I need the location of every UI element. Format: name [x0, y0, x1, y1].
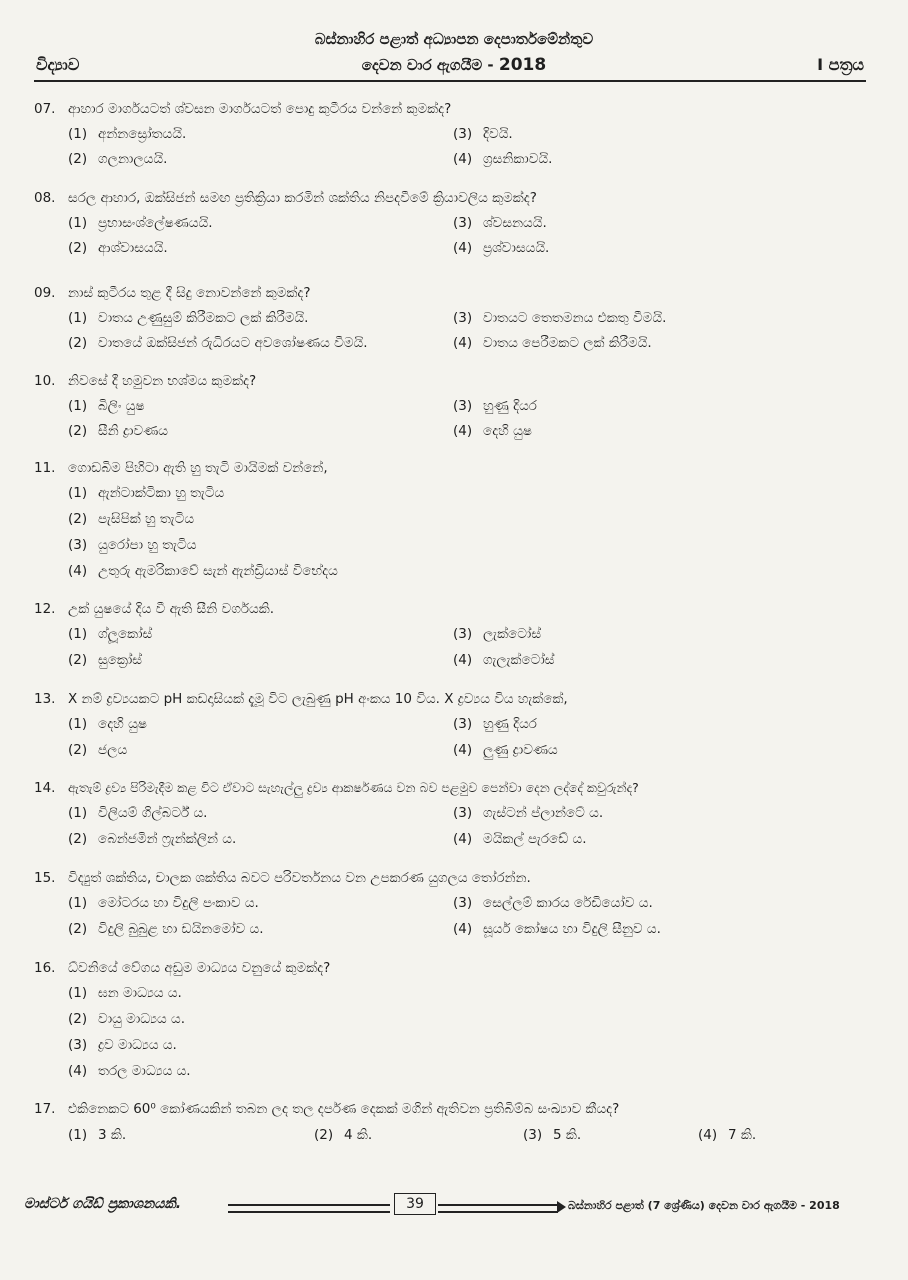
option: (1) ප්‍රභාසංශ්ලේෂණයයි. [68, 215, 213, 231]
question-number: 13. [34, 691, 56, 707]
option: (4) දෙහි යුෂ [453, 423, 532, 439]
question-15 [34, 870, 864, 937]
page-number: 39 [394, 1193, 436, 1215]
option: (4) ලුණු ද්‍රාවණය [453, 742, 558, 758]
question-09 [34, 285, 864, 351]
option: (3) දිවයි. [453, 126, 513, 142]
question-17 [34, 1101, 864, 1143]
subject-label: විද්‍යාව [36, 55, 80, 74]
question-text: ආහාර මාර්ගයටත් ශ්වසන මාර්ගයටත් පොදු කුටීරය වන්නේ කුමක්ද? [68, 101, 452, 117]
option: (3) වාතයට තෙතමනය එකතු වීමයි. [453, 310, 667, 326]
option: (1) දෙහි යුෂ [68, 716, 147, 732]
option: (2) බෙන්ජමින් ෆ්‍රැන්ක්ලින් ය. [68, 831, 237, 847]
question-number: 15. [34, 870, 56, 886]
option: (4) ගැලැක්ටෝස් [453, 652, 555, 668]
exam-year: 2018 [498, 55, 547, 75]
option: (3) ද්‍රව මාධ්‍යය ය. [68, 1037, 177, 1053]
question-12 [34, 601, 864, 668]
option: (1) වාතය උණුසුම් කිරීමකට ලක් කිරීමයි. [68, 310, 309, 326]
option: (2) වාතයේ ඔක්සිජන් රුධිරයට අවශෝෂණය වීමයි. [68, 335, 368, 351]
question-number: 17. [34, 1101, 56, 1117]
question-text: ධ්වනියේ වේගය අඩුම මාධ්‍යය වනුයේ කුමක්ද? [68, 960, 331, 976]
option: (4) සූර්ය කෝෂය හා විදුලි සීනුව ය. [453, 921, 661, 937]
question-07 [34, 101, 864, 167]
option: (3) ශ්වසනයයි. [453, 215, 547, 231]
question-text: නාස් කුටීරය තුළ දී සිදු නොවන්නේ කුමක්ද? [68, 285, 311, 301]
question-text: එකිනෙකට 60⁰ කෝණයකින් තබන ලද තල දර්පණ දෙකක් මගින් ඇතිවන ප්‍රතිබිම්බ සංඛ්‍යාව කීයද? [68, 1101, 620, 1117]
option: (2) සුක්‍රෝස් [68, 652, 143, 668]
publisher-name: මාස්ටර් ගයිඩ් ප්‍රකාශනයකි. [24, 1196, 182, 1212]
question-number: 11. [34, 460, 56, 476]
question-number: 16. [34, 960, 56, 976]
option: (2) ගලනාලයයි. [68, 151, 168, 167]
option: (2) 4 කි. [314, 1127, 373, 1143]
exam-name: දෙවන වාර ඇගයීම - [361, 56, 494, 74]
option: (2) විදුලි බුබුළ හා ඩයිනමෝව ය. [68, 921, 264, 937]
option: (2) ආශ්වාසයයි. [68, 240, 168, 256]
department-title: බස්නාහිර පළාත් අධ්‍යාපන දෙපාර්තමේන්තුව [314, 30, 594, 48]
question-number: 10. [34, 373, 56, 389]
option: (4) උතුරු ඇමරිකාවේ සැන් ඇන්ඩ්‍රියාස් විභේදය [68, 563, 338, 579]
question-text: උක් යුෂයේ දිය වී ඇති සීනි වර්ගයකි. [68, 601, 274, 617]
header-divider [34, 80, 866, 82]
option: (1) ඇන්ටාක්ටිකා හු තැටිය [68, 485, 225, 501]
question-text: නිවසේ දී හමුවන භශ්මය කුමක්ද? [68, 373, 257, 389]
question-text: X නම් ද්‍රව්‍යයකට pH කඩදාසියක් දැමූ විට ලැබුණු pH අංකය 10 විය. X ද්‍රව්‍යය විය හැක්කේ, [68, 691, 568, 707]
question-number: 12. [34, 601, 56, 617]
footer-bar-right [438, 1204, 558, 1213]
question-text: ගොඩබිම පිහිටා ඇති හු තැටි මායිමක් වන්නේ, [68, 460, 328, 476]
question-14 [34, 780, 864, 847]
question-number: 08. [34, 190, 56, 206]
option: (3) යුරෝපා හු තැටිය [68, 537, 197, 553]
option: (1) ඝන මාධ්‍යය ය. [68, 985, 182, 1001]
exam-title [0, 55, 908, 75]
option: (1) ග්ලූකෝස් [68, 626, 153, 642]
option: (4) ග්‍රසනිකාවයි. [453, 151, 553, 167]
page-footer [24, 1196, 876, 1218]
option: (4) තරල මාධ්‍යය ය. [68, 1063, 191, 1079]
option: (4) වාතය පෙරීමකට ලක් කිරීමයි. [453, 335, 652, 351]
option: (4) 7 කි. [698, 1127, 757, 1143]
arrow-icon [557, 1201, 566, 1213]
option: (2) ජලය [68, 742, 128, 758]
option: (3) හුණු දියර [453, 398, 537, 414]
option: (2) සීනි ද්‍රාවණය [68, 423, 168, 439]
option: (3) ලැක්ටෝස් [453, 626, 542, 642]
question-11 [34, 460, 864, 579]
question-text: විද්‍යුත් ශක්තිය, චාලක ශක්තිය බවට පරිවර්තනය වන උපකරණ යුගලය තෝරන්න. [68, 870, 531, 886]
option: (4) මයිකල් පැරඩේ ය. [453, 831, 587, 847]
option: (2) වායු මාධ්‍යය ය. [68, 1011, 186, 1027]
option: (4) ප්‍රශ්වාසයයි. [453, 240, 550, 256]
option: (1) මෝටරය හා විදුලි පංකාව ය. [68, 895, 259, 911]
question-10 [34, 373, 864, 439]
option: (1) බිලිං යුෂ [68, 398, 145, 414]
option: (2) පැසිපික් හු තැටිය [68, 511, 195, 527]
option: (3) ගැස්ටන් ප්ලාන්ටේ ය. [453, 805, 604, 821]
question-16 [34, 960, 864, 1079]
option: (3) 5 කි. [523, 1127, 582, 1143]
series-title: බස්නාහිර පළාත් (7 ශ්‍රේණිය) දෙවන වාර ඇගයීම - 2018 [568, 1199, 840, 1212]
option: (3) සෙල්ලම් කාරය රේඩියෝව ය. [453, 895, 653, 911]
question-text: සරල ආහාර, ඔක්සිජන් සමඟ ප්‍රතික්‍රියා කරමින් ශක්තිය නිපදවීමේ ක්‍රියාවලිය කුමක්ද? [68, 190, 537, 206]
option: (3) හුණු දියර [453, 716, 537, 732]
question-number: 09. [34, 285, 56, 301]
question-number: 07. [34, 101, 56, 117]
footer-bar-left [228, 1204, 390, 1213]
question-08 [34, 190, 864, 256]
question-13 [34, 691, 864, 758]
option: (1) 3 කි. [68, 1127, 127, 1143]
question-number: 14. [34, 780, 56, 796]
option: (1) විලියම් ගිල්බර්ට් ය. [68, 805, 208, 821]
option: (1) අන්නස්‍රෝතයයි. [68, 126, 187, 142]
question-text: ඇතැම් ද්‍රව්‍ය පිරිමැදීම කළ විට ඒවාට සැහැල්ලු ද්‍රව්‍ය ආකර්ෂණය වන බව පළමුව පෙන්වා දෙන ලද්දේ කවුරුන්ද? [68, 780, 639, 795]
paper-label: I පත්‍රය [817, 55, 864, 74]
